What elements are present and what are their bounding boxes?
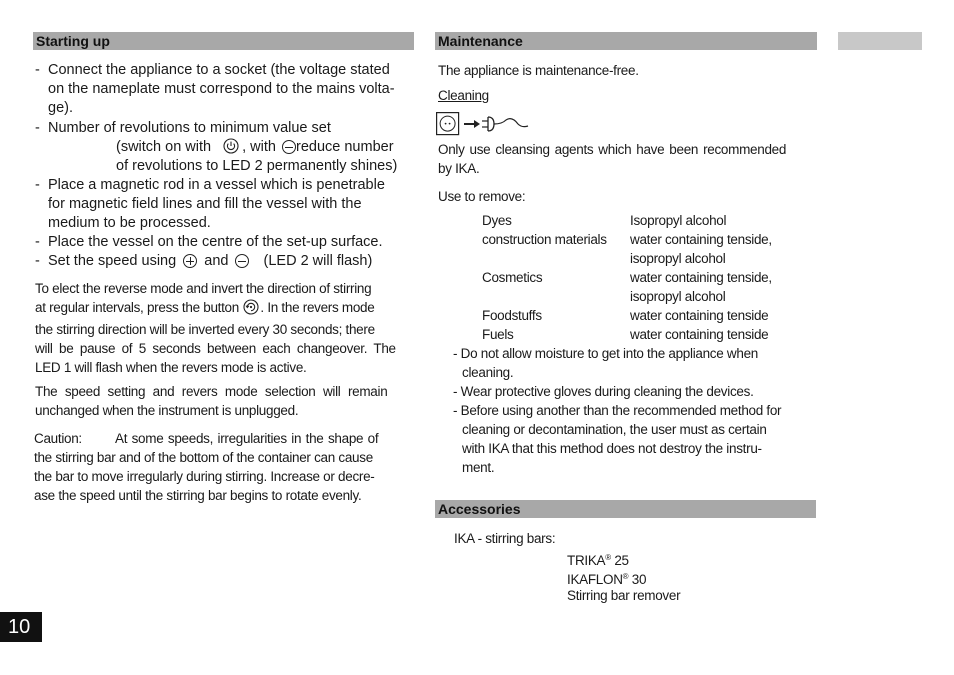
text-line: ment. [462, 460, 495, 475]
text-line: the stirring bar and of the bottom of the container can cause [34, 450, 373, 465]
accessory-name: TRIKA [567, 553, 606, 568]
moisture-note [453, 344, 758, 382]
cleaning-heading: Cleaning [438, 88, 489, 103]
text-line: unchanged when the instrument is unplugged. [35, 403, 299, 418]
accessory-remover: Stirring bar remover [567, 588, 681, 603]
unplug-icon [436, 112, 532, 141]
page-number: 10 [0, 612, 42, 642]
bullet-dash: - [35, 62, 40, 78]
bullet-magnetic-rod [35, 176, 415, 233]
bullet-body [48, 176, 385, 233]
table-agent: isopropyl alcohol [630, 251, 726, 266]
table-item: Fuels [482, 327, 514, 342]
text-segment: (switch on with [116, 139, 212, 155]
text-segment: reduce number [296, 139, 394, 155]
text-line [34, 429, 411, 448]
text-line: medium to be processed. [48, 215, 211, 231]
bullet-body [48, 61, 395, 118]
table-agent: water containing tenside [630, 308, 769, 323]
table-item: construction materials [482, 232, 607, 247]
minus-icon [282, 140, 296, 154]
caution-paragraph [34, 429, 411, 505]
table-item: Dyes [482, 213, 512, 228]
cleaning-agents-table [482, 211, 772, 344]
text-line: - Do not allow moisture to get into the appliance when [453, 346, 758, 361]
bullet-body [48, 252, 372, 271]
text-line: ase the speed until the stirring bar begins to rotate evenly. [34, 488, 362, 503]
table-row [482, 325, 772, 344]
text-segment: , with [242, 139, 276, 155]
table-agent: isopropyl alcohol [630, 289, 726, 304]
accessory-size: 30 [628, 572, 647, 587]
caution-label: Caution: [34, 431, 82, 446]
text-line: The speed setting and revers mode selection will remain [35, 384, 388, 399]
plus-icon [183, 254, 197, 268]
starting-up-heading: Starting up [33, 32, 414, 50]
text-segment: . In the revers mode [260, 300, 375, 315]
text-line: by IKA. [438, 161, 480, 176]
bullet-dash: - [35, 253, 40, 269]
text-segment: At some speeds, irregularities in the shape of [115, 431, 379, 446]
bullet-vessel [35, 233, 415, 252]
text-line: - Wear protective gloves during cleaning the devices. [453, 384, 754, 399]
text-line: with IKA that this method does not destroy the instru- [462, 441, 762, 456]
table-row [482, 211, 772, 230]
registered-mark: ® [605, 553, 611, 562]
text-line: ge). [48, 100, 73, 116]
accessories-intro: IKA - stirring bars: [454, 531, 556, 546]
table-row [482, 230, 772, 249]
text-line: Connect the appliance to a socket (the voltage stated [48, 62, 390, 78]
text-line: for magnetic field lines and fill the vessel with the [48, 196, 362, 212]
table-item: Foodstuffs [482, 308, 542, 323]
text-line: To elect the reverse mode and invert the direction of stirring [35, 281, 372, 296]
bullet-connect [35, 61, 415, 118]
accessory-name: IKAFLON [567, 572, 623, 587]
bullet-body [48, 119, 331, 138]
speed-setting-paragraph [35, 382, 410, 420]
text-line: the bar to move irregularly during stirring. Increase or decre- [34, 469, 375, 484]
table-row [482, 268, 772, 287]
text-line [35, 298, 410, 320]
text-line: LED 1 will flash when the revers mode is active. [35, 360, 307, 375]
table-item: Cosmetics [482, 270, 543, 285]
header-tab-marker [838, 32, 922, 50]
registered-mark: ® [622, 572, 629, 581]
maintenance-intro: The appliance is maintenance-free. [438, 63, 639, 78]
text-segment: at regular intervals, press the button [35, 300, 239, 315]
accessories-heading: Accessories [435, 500, 816, 518]
reverse-mode-paragraph [35, 279, 410, 377]
table-row [482, 306, 772, 325]
reverse-icon [243, 299, 259, 320]
text-segment: and [204, 253, 229, 269]
table-row [482, 287, 772, 306]
cleansing-agents-note [438, 140, 815, 178]
text-line: on the nameplate must correspond to the mains volta- [48, 81, 395, 97]
table-agent: water containing tenside, [630, 270, 772, 285]
table-agent: water containing tenside, [630, 232, 772, 247]
bullet-dash: - [35, 120, 40, 136]
text-segment: (LED 2 will flash) [263, 253, 373, 269]
table-agent: Isopropyl alcohol [630, 213, 727, 228]
text-line: - Before using another than the recommended method for [453, 403, 782, 418]
bullet-speed [35, 252, 415, 271]
use-to-remove-label: Use to remove: [438, 189, 526, 204]
minus-icon [235, 254, 249, 268]
text-line: cleaning. [462, 365, 514, 380]
bullet-dash: - [35, 234, 40, 250]
table-row [482, 249, 772, 268]
accessory-size: 25 [610, 553, 629, 568]
maintenance-heading: Maintenance [435, 32, 817, 50]
text-line: the stirring direction will be inverted every 30 seconds; there [35, 322, 375, 337]
switch-on-line-2: of revolutions to LED 2 permanently shines) [116, 158, 398, 174]
text-line: Place the vessel on the centre of the set-up surface. [48, 234, 383, 250]
bullet-dash: - [35, 177, 40, 193]
bullet-body [48, 233, 383, 252]
text-line: will be pause of 5 seconds between each changeover. The [35, 341, 396, 356]
gloves-note [453, 382, 754, 401]
text-line: cleaning or decontamination, the user must as certain [462, 422, 767, 437]
text-segment: Set the speed using [48, 253, 177, 269]
text-line: Place a magnetic rod in a vessel which is penetrable [48, 177, 385, 193]
decontamination-note [453, 401, 781, 477]
text-line: Only use cleansing agents which have been recommended [438, 142, 787, 157]
text-line: Number of revolutions to minimum value set [48, 120, 331, 136]
table-agent: water containing tenside [630, 327, 769, 342]
